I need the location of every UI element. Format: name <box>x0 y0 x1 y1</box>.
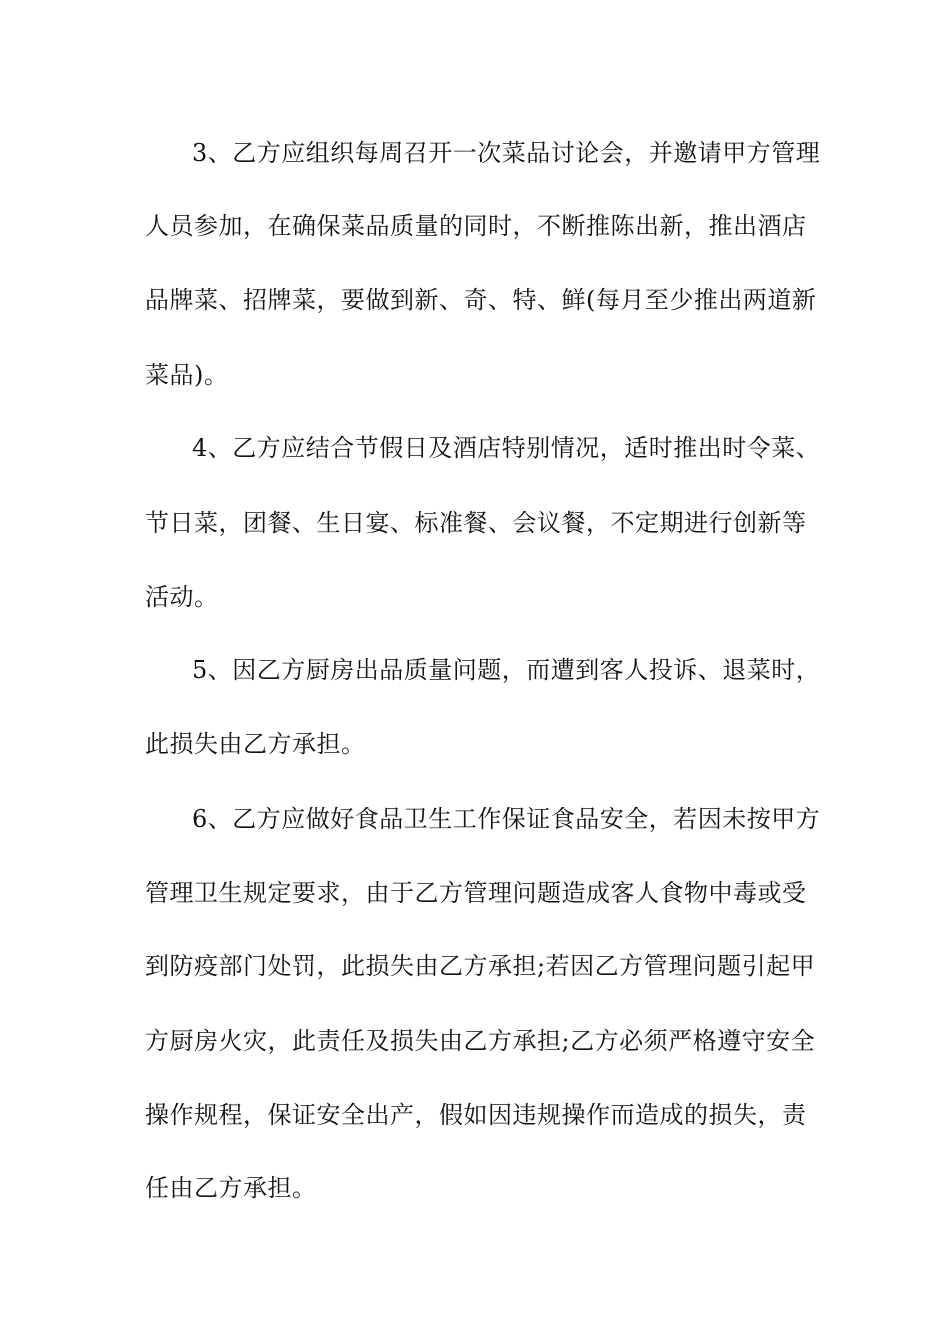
paragraph-3-line-1: 3、乙方应组织每周召开一次菜品讨论会，并邀请甲方管理 <box>192 139 821 167</box>
paragraph-6-line-5: 操作规程，保证安全出产，假如因违规操作而造成的损失，责 <box>145 1101 807 1129</box>
paragraph-3-line-2: 人员参加，在确保菜品质量的同时，不断推陈出新，推出酒店 <box>145 212 807 240</box>
paragraph-6-line-4: 方厨房火灾，此责任及损失由乙方承担;乙方必须严格遵守安全 <box>145 1027 816 1055</box>
paragraph-6-line-6: 任由乙方承担。 <box>145 1174 317 1202</box>
paragraph-6-line-3: 到防疫部门处罚，此损失由乙方承担;若因乙方管理问题引起甲 <box>145 952 816 980</box>
paragraph-4-line-3: 活动。 <box>145 583 219 611</box>
paragraph-3-line-4: 菜品)。 <box>145 361 229 389</box>
paragraph-6-line-2: 管理卫生规定要求，由于乙方管理问题造成客人食物中毒或受 <box>145 879 807 907</box>
paragraph-3-line-3: 品牌菜、招牌菜，要做到新、奇、特、鲜(每月至少推出两道新 <box>145 286 817 314</box>
paragraph-5-line-2: 此损失由乙方承担。 <box>145 730 366 758</box>
paragraph-4-line-2: 节日菜，团餐、生日宴、标准餐、会议餐，不定期进行创新等 <box>145 509 807 537</box>
paragraph-4-line-1: 4、乙方应结合节假日及酒店特别情况，适时推出时令菜、 <box>192 434 821 462</box>
paragraph-5-line-1: 5、因乙方厨房出品质量问题，而遭到客人投诉、退菜时， <box>192 656 821 684</box>
paragraph-6-line-1: 6、乙方应做好食品卫生工作保证食品安全，若因未按甲方 <box>192 805 821 833</box>
